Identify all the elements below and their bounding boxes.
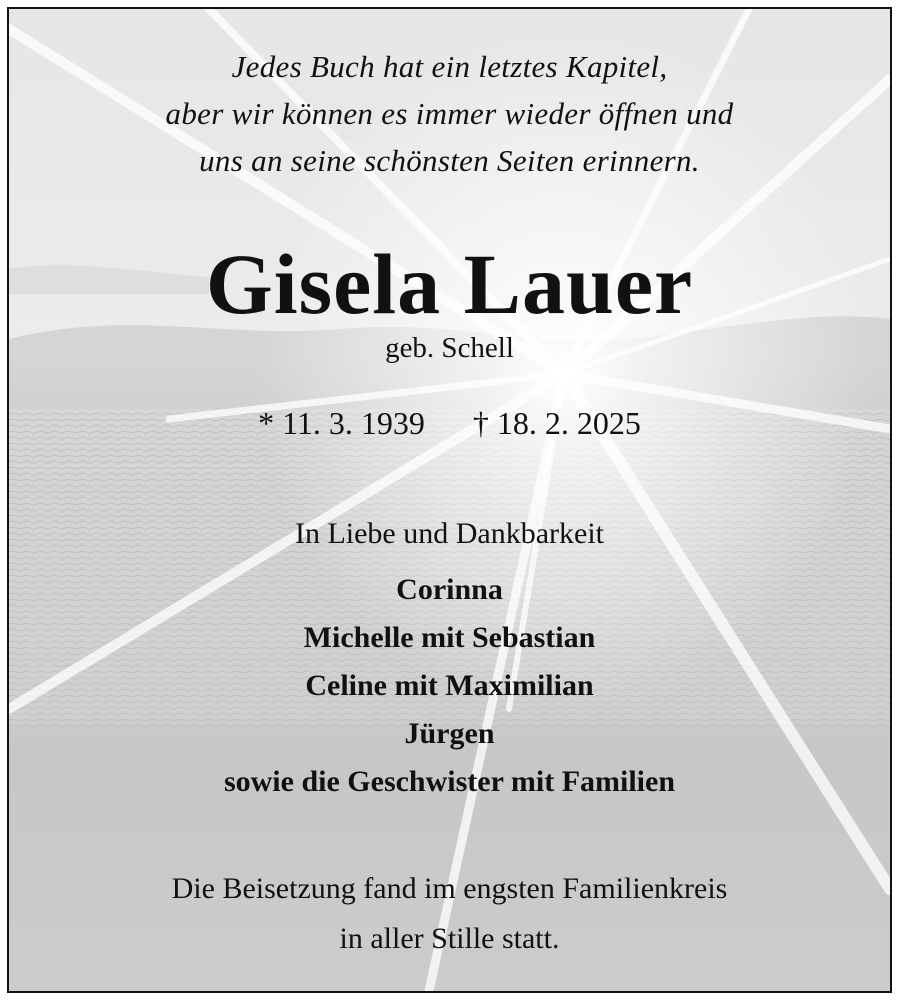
life-dates [9,405,890,442]
notice-text [9,9,890,991]
birth-date: * 11. 3. 1939 [258,405,425,441]
quote-line-3: uns an seine schönsten Seiten erinnern. [199,143,700,178]
birth-name: geb. Schell [385,332,514,364]
quote-line-1: Jedes Buch hat ein letztes Kapitel, [231,49,668,84]
mourner-name: sowie die Geschwister mit Familien [223,765,676,798]
closing-line-2: in aller Stille statt. [339,922,560,955]
dedication: In Liebe und Dankbarkeit [294,517,605,550]
deceased-name: Gisela Lauer [205,236,694,332]
mourner-name: Celine mit Maximilian [305,669,594,702]
closing-line-1: Die Beisetzung fand im engsten Familienkreis [171,872,728,905]
obituary-notice [7,7,892,993]
mourner-name: Michelle mit Sebastian [303,621,596,654]
death-date: † 18. 2. 2025 [472,405,641,441]
quote-line-2: aber wir können es immer wieder öffnen und [165,96,734,131]
mourner-name: Corinna [396,573,503,606]
mourner-name: Jürgen [404,717,495,750]
